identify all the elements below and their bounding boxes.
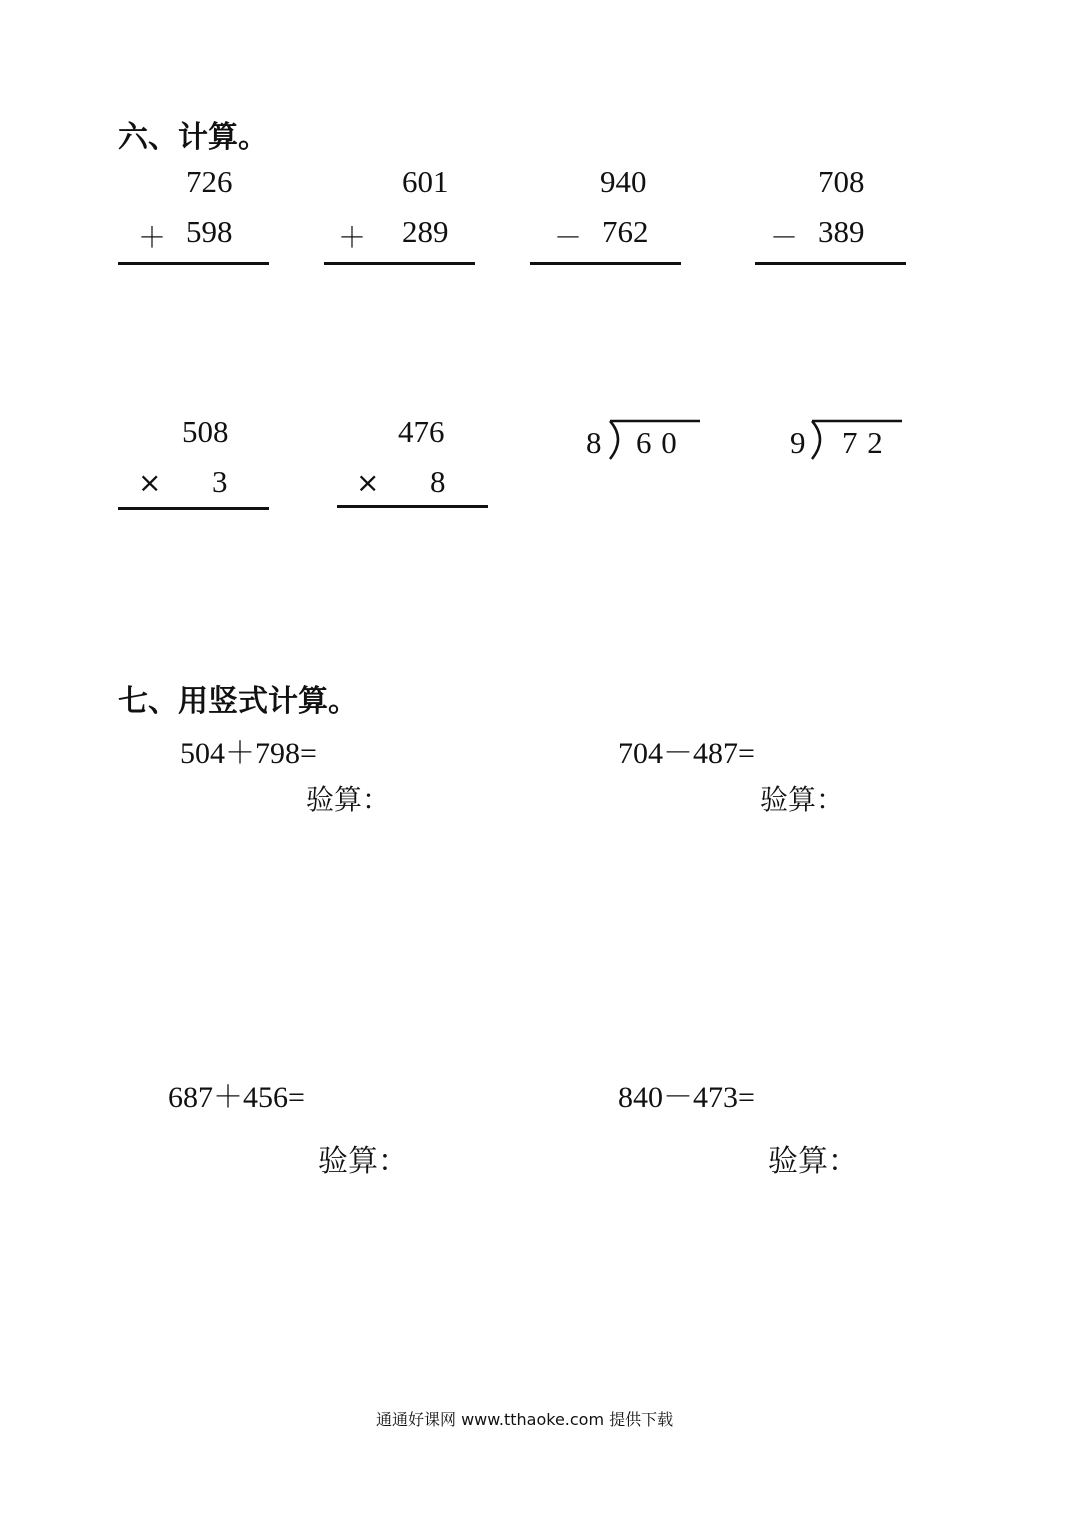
vertical-problem-2-expression: 704－487= xyxy=(618,737,755,770)
vertical-problem-2-check-label: 验算： xyxy=(760,783,845,816)
problem-5-rule xyxy=(118,507,269,510)
problem-4-bottom: 389 xyxy=(818,214,865,249)
problem-1-bottom: 598 xyxy=(186,214,233,249)
problem-6-bottom: 8 xyxy=(430,464,446,499)
problem-5-bottom: 3 xyxy=(212,464,228,499)
vertical-problem-3-expression: 687＋456= xyxy=(168,1081,305,1114)
problem-3-rule xyxy=(530,262,681,265)
footer-credit: 通通好课网 www.tthaoke.com 提供下载 xyxy=(376,1410,674,1429)
problem-3-operator: － xyxy=(554,221,583,254)
problem-3-top: 940 xyxy=(600,164,647,199)
problem-2-rule xyxy=(324,262,475,265)
section-7-title: 七、用竖式计算。 xyxy=(118,684,358,719)
problem-1-top: 726 xyxy=(186,164,233,199)
problem-4-rule xyxy=(755,262,906,265)
problem-2-operator: ＋ xyxy=(338,221,367,254)
problem-4-operator: － xyxy=(770,221,799,254)
division-1-dividend: 6 0 xyxy=(636,425,678,460)
vertical-problem-4-expression: 840－473= xyxy=(618,1081,755,1114)
problem-5-top: 508 xyxy=(182,414,229,449)
problem-4-top: 708 xyxy=(818,164,865,199)
division-2-dividend: 7 2 xyxy=(842,425,884,460)
problem-1-operator: ＋ xyxy=(138,221,167,254)
problem-6-operator: × xyxy=(356,466,380,499)
problem-6-top: 476 xyxy=(398,414,445,449)
division-2-divisor: 9 xyxy=(790,425,806,460)
vertical-problem-4-check-label: 验算： xyxy=(768,1144,858,1179)
vertical-problem-1-check-label: 验算： xyxy=(306,783,391,816)
problem-1-rule xyxy=(118,262,269,265)
section-6-title: 六、计算。 xyxy=(118,120,268,155)
division-1-divisor: 8 xyxy=(586,425,602,460)
vertical-problem-3-check-label: 验算： xyxy=(318,1144,408,1179)
problem-3-bottom: 762 xyxy=(602,214,649,249)
problem-5-operator: × xyxy=(138,466,162,499)
problem-2-top: 601 xyxy=(402,164,449,199)
vertical-problem-1-expression: 504＋798= xyxy=(180,737,317,770)
problem-6-rule xyxy=(337,505,488,508)
problem-2-bottom: 289 xyxy=(402,214,449,249)
